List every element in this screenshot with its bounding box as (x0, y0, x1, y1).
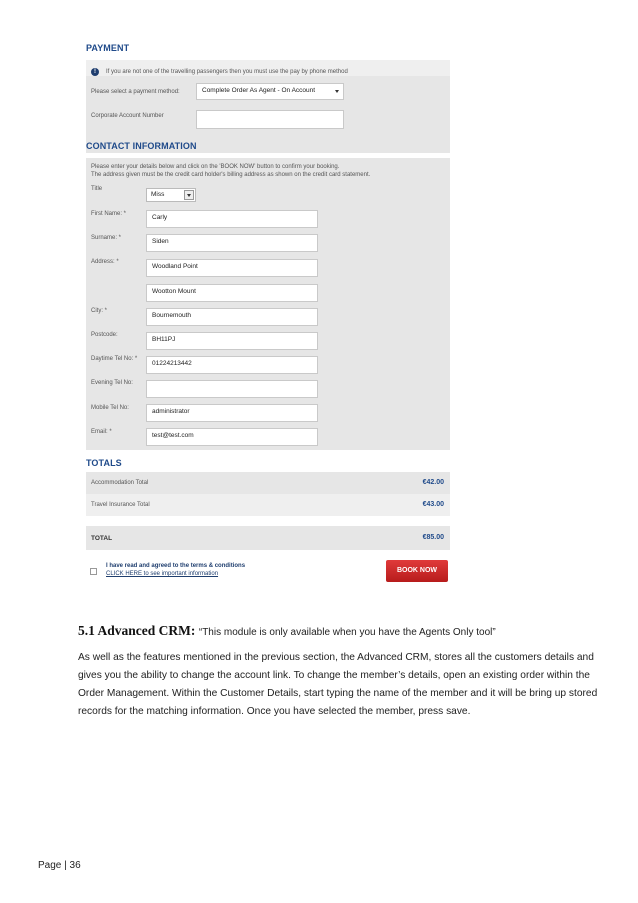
city-label: City: * (91, 308, 108, 314)
book-now-button[interactable]: BOOK NOW (386, 560, 448, 582)
surname-input[interactable]: Siden (146, 234, 318, 252)
contact-title: CONTACT INFORMATION (86, 141, 197, 151)
payment-notice: If you are not one of the travelling passengers then you must use the pay by phone method (106, 69, 348, 75)
title-value: Miss (151, 191, 165, 198)
email-label: Email: * (91, 429, 112, 435)
terms-agree-text: I have read and agreed to the terms & conditions (106, 563, 246, 569)
address-line-1-input[interactable]: Woodland Point (146, 259, 318, 277)
title-label: Title (91, 186, 103, 192)
first-name-input[interactable]: Carly (146, 210, 318, 228)
first-name-label: First Name: * (91, 211, 127, 217)
section-heading-quote: “This module is only available when you have the Agents Only tool” (198, 627, 496, 638)
body-paragraph: As well as the features mentioned in the previous section, the Advanced CRM, stores all the customers details and gives you the ability to change the account link. To change the member’s details, open an existing order within the Order Management. Within the Customer Details, start typing the name of the member and it will be bring up stored records for the matching information. Once you have selected the member, press save. (78, 652, 598, 717)
insurance-value: €43.00 (422, 501, 444, 508)
payment-method-label: Please select a payment method: (91, 89, 180, 95)
total-label: TOTAL (91, 535, 113, 542)
payment-method-value: Complete Order As Agent - On Account (202, 87, 316, 94)
postcode-input[interactable]: BH11PJ (146, 332, 318, 350)
evening-tel-label: Evening Tel No: (91, 380, 133, 386)
title-select[interactable] (146, 188, 196, 202)
contact-instructions-2: The address given must be the credit card holder's billing address as shown on the credit card statement. (91, 172, 371, 178)
section-heading-number: 5.1 Advanced CRM: (78, 623, 196, 638)
contact-instructions-1: Please enter your details below and click on the 'BOOK NOW' button to confirm your booking. (91, 164, 340, 170)
terms-checkbox[interactable] (90, 568, 97, 575)
city-input[interactable]: Bournemouth (146, 308, 318, 326)
payment-method-select[interactable] (196, 83, 344, 100)
address-line-2-input[interactable]: Wootton Mount (146, 284, 318, 302)
info-icon: ! (91, 68, 99, 76)
daytime-tel-input[interactable]: 01224213442 (146, 356, 318, 374)
accommodation-label: Accommodation Total (91, 480, 149, 486)
chevron-down-icon (184, 190, 194, 200)
corporate-account-input[interactable] (196, 110, 344, 129)
important-info-link[interactable]: CLICK HERE to see important information (106, 571, 219, 577)
total-value: €85.00 (422, 534, 444, 541)
chevron-down-icon (335, 90, 339, 93)
corporate-account-label: Corporate Account Number (91, 113, 164, 119)
daytime-tel-label: Daytime Tel No: * (91, 356, 138, 362)
total-row (86, 526, 450, 550)
address-label: Address: * (91, 259, 119, 265)
mobile-tel-input[interactable]: administrator (146, 404, 318, 422)
email-input[interactable]: test@test.com (146, 428, 318, 446)
surname-label: Surname: * (91, 235, 122, 241)
evening-tel-input[interactable] (146, 380, 318, 398)
payment-title: PAYMENT (86, 43, 130, 53)
postcode-label: Postcode: (91, 332, 118, 338)
accommodation-value: €42.00 (422, 479, 444, 486)
booking-form-screenshot (86, 40, 450, 588)
insurance-label: Travel Insurance Total (91, 502, 150, 508)
section-heading (78, 623, 496, 639)
mobile-tel-label: Mobile Tel No: (91, 405, 129, 411)
page-footer: Page | 36 (38, 860, 81, 871)
totals-title: TOTALS (86, 458, 122, 468)
